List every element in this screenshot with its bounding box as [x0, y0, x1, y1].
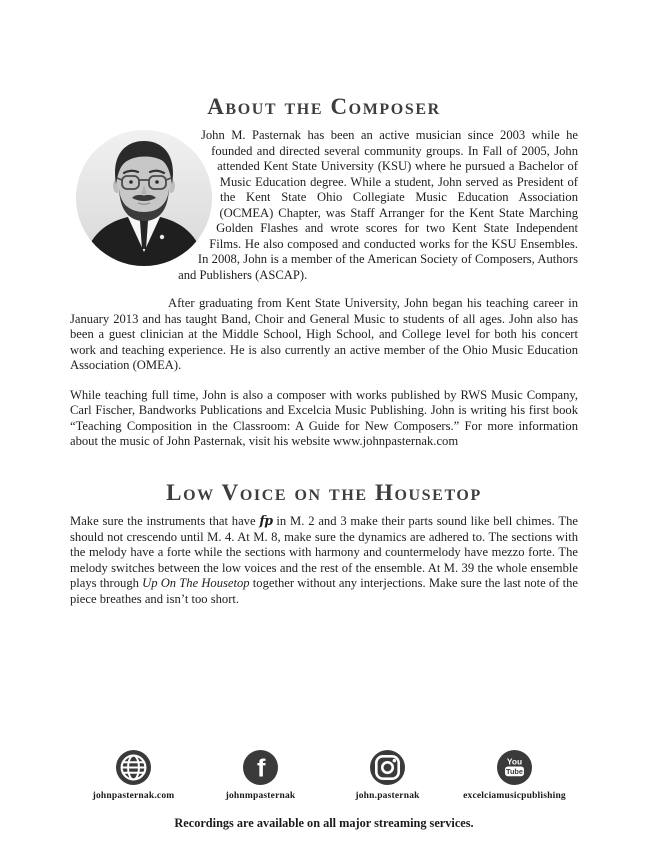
- notes-text-1: Make sure the instruments that have: [70, 514, 260, 529]
- about-composer-heading: About the Composer: [207, 94, 441, 119]
- social-link-youtube[interactable]: [451, 750, 578, 801]
- social-link-instagram[interactable]: [324, 750, 451, 801]
- streaming-note: Recordings are available on all major streaming services.: [174, 816, 474, 830]
- svg-text:Tube: Tube: [506, 766, 523, 776]
- composer-paragraph-text: While teaching full time, John is also a composer with works published by RWS Music Company, Carl Fischer, Bandworks Publications and Excelcia Music Publishing. John is writing his first book “Teaching Composition in the Classroom: A Guide for New Composers.” For more information about the music of John Pasternak, visit his website: [70, 387, 578, 449]
- website-link[interactable]: www.johnpasternak.com: [333, 434, 459, 449]
- about-paragraph-teaching: After graduating from Kent State University, John began his teaching career in January 2013 and has taught Band, Choir and General Music to students of all ages. John also has been a guest clinician at the Middle School, High School, and College level for both his concert work and teaching experience. He is also currently an active member of the Ohio Music Education Association (OMEA).: [70, 296, 578, 373]
- piece-title-italic: Up On The Housetop: [142, 576, 250, 591]
- piece-notes-heading: Low Voice on the Housetop: [166, 479, 482, 505]
- portrait-illustration: [76, 130, 212, 266]
- social-links-row: [70, 750, 578, 801]
- facebook-handle-label: johnmpasternak: [225, 791, 296, 801]
- social-link-facebook[interactable]: [197, 750, 324, 801]
- svg-text:You: You: [506, 756, 523, 767]
- bio-paragraph-text: John M. Pasternak has been an active musician since 2003 while he founded and directed several community groups. In Fall of 2005, John attended Kent State University (KSU) where he pursued a Bachelor of Music Education degree. While a student, John served as President of the Kent State Ohio Collegiate Music Education Association (OCMEA) Chapter, was Staff Arranger for the Kent State Marching Golden Flashes and wrote scores for two Kent State Independent Films. He also composed and conducted works for the KSU Ensembles. In 2008, John is a member of the American Society of Composers, Authors and Publishers (ASCAP).: [178, 128, 578, 282]
- facebook-icon: [243, 750, 278, 785]
- instagram-icon: [370, 750, 405, 785]
- program-notes-paragraph: [70, 513, 578, 607]
- social-footer: [70, 750, 578, 831]
- instagram-handle-label: john.pasternak: [355, 791, 420, 801]
- youtube-icon: [497, 750, 532, 785]
- dynamic-marking-fp: fp: [259, 513, 273, 529]
- svg-text:f: f: [256, 754, 266, 783]
- social-link-website[interactable]: [70, 750, 197, 801]
- composer-photo: [76, 130, 212, 266]
- youtube-handle-label: excelciamusicpublishing: [463, 791, 566, 801]
- notes-text-2: in M. 2 and 3 make their parts sound like bell chimes. The should not crescendo until M. 4. At M. 8, make sure the dynamics are adhered to. The sections with the melody have a forte while the sections with harmony and countermelody have mezzo forte. The melody switches between the low voices and the rest of the ensemble. At M. 39 the whole ensemble plays through: [70, 514, 578, 591]
- about-paragraph-bio: [70, 128, 578, 283]
- page-content: [70, 94, 578, 607]
- notes-text-3: together without any interjections. Make sure the last note of the piece breathes and isn’t too short.: [70, 576, 578, 606]
- globe-icon: [116, 750, 151, 785]
- about-paragraph-composer: [70, 388, 578, 450]
- website-handle-label: johnpasternak.com: [92, 791, 175, 801]
